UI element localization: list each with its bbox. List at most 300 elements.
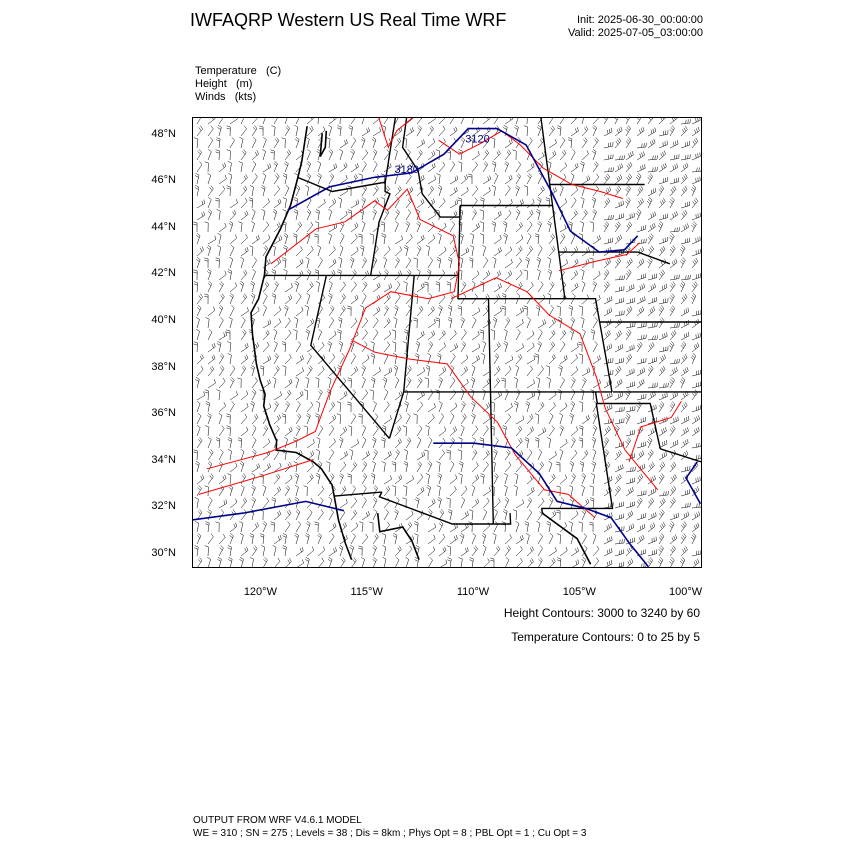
wind-barb	[205, 390, 209, 400]
wind-barb	[307, 209, 311, 220]
wind-barb	[604, 238, 613, 244]
wind-barb	[626, 406, 635, 412]
height-contour-label: 3180	[394, 163, 419, 176]
wind-barb	[241, 355, 248, 364]
wind-barb	[580, 461, 584, 472]
height-contours	[193, 129, 700, 567]
wind-barb	[559, 413, 562, 424]
wind-barb	[294, 330, 298, 341]
wind-barb	[237, 378, 241, 388]
field-name: Winds	[195, 91, 226, 103]
wind-barb	[514, 125, 518, 136]
wind-barb	[505, 450, 510, 460]
wind-barb	[648, 234, 653, 244]
wind-barb	[263, 379, 271, 388]
wind-barb	[571, 367, 578, 377]
wind-barb	[670, 367, 677, 376]
wind-barb	[329, 199, 336, 208]
temperature-contour	[451, 278, 658, 490]
wind-barb	[471, 377, 475, 388]
wind-barb	[428, 403, 436, 412]
wind-barb	[637, 225, 646, 232]
wind-barb	[505, 366, 511, 376]
wind-barb	[670, 474, 677, 484]
wind-barb	[692, 559, 699, 568]
wind-barb	[329, 331, 336, 340]
wind-barb	[560, 247, 567, 256]
wind-barb	[692, 550, 701, 556]
wind-barb	[626, 306, 632, 316]
wind-barb	[648, 173, 653, 184]
wind-barb	[263, 222, 269, 232]
wind-barb	[241, 365, 246, 376]
wind-barb	[494, 521, 498, 532]
wind-barb	[482, 341, 485, 352]
wind-barb	[659, 498, 665, 508]
wind-barb	[648, 128, 656, 136]
wind-barb	[538, 186, 544, 196]
wind-barb	[295, 281, 299, 292]
wind-barb	[468, 174, 472, 184]
wind-barb	[536, 209, 540, 220]
wind-barb	[604, 142, 613, 148]
wind-barb	[582, 473, 586, 484]
wind-barb	[196, 317, 199, 328]
wind-barb	[626, 213, 634, 220]
wind-barb	[505, 199, 512, 208]
wind-barb	[461, 317, 465, 328]
wind-barb	[582, 499, 589, 508]
wind-barb	[351, 118, 356, 124]
wind-barb	[615, 418, 624, 424]
wind-barb	[538, 557, 542, 568]
wind-barb	[351, 282, 357, 292]
wind-barb	[304, 426, 308, 436]
wind-barb	[604, 392, 612, 400]
wind-barb	[505, 247, 512, 257]
wind-barb	[571, 437, 576, 448]
wind-barb	[593, 546, 599, 556]
wind-barb	[285, 379, 292, 388]
wind-barb	[428, 126, 434, 136]
wind-barb	[615, 311, 624, 316]
wind-barb	[328, 377, 332, 388]
wind-barb	[428, 523, 436, 532]
wind-barb	[428, 499, 435, 508]
wind-barb	[274, 535, 281, 544]
wind-barb	[285, 318, 291, 328]
wind-barb	[274, 174, 279, 185]
wind-barb	[307, 246, 313, 256]
wind-barb	[318, 547, 325, 557]
field-unit: (C)	[265, 65, 282, 77]
wind-barb	[461, 486, 467, 496]
wind-barb	[505, 175, 512, 184]
wind-barb	[472, 281, 475, 292]
wind-barb	[604, 330, 611, 340]
wind-barb	[306, 377, 310, 388]
wind-barb	[648, 537, 656, 544]
wind-barb	[219, 402, 226, 412]
wind-barb	[670, 154, 679, 160]
wind-barb	[648, 212, 656, 221]
wind-barb	[296, 521, 301, 532]
wind-barb	[648, 342, 654, 352]
wind-barb	[271, 150, 275, 160]
wind-barb	[670, 246, 675, 257]
wind-barb	[348, 378, 352, 388]
wind-barb	[362, 425, 366, 436]
wind-barb	[340, 294, 346, 304]
wind-barb	[524, 186, 528, 196]
wind-barb	[494, 473, 498, 484]
wind-barb	[217, 341, 221, 352]
wind-barb	[208, 534, 213, 544]
wind-barb	[263, 356, 271, 365]
wind-barb	[438, 473, 442, 484]
wind-barb	[681, 332, 689, 340]
lat-tick-label: 34°N	[151, 453, 176, 466]
wind-barb	[569, 485, 573, 496]
wind-barb	[505, 150, 511, 160]
wind-barb	[274, 558, 280, 568]
wind-barb	[263, 485, 266, 496]
wind-barb	[241, 473, 246, 484]
lat-tick-label: 48°N	[151, 127, 176, 140]
wind-barb	[670, 546, 676, 556]
wind-barb	[615, 213, 624, 220]
wind-barb	[417, 461, 422, 472]
wind-barb	[459, 558, 463, 569]
wind-barb	[504, 341, 508, 352]
wind-barb	[392, 462, 396, 473]
wind-barb	[681, 210, 687, 220]
wind-barb	[571, 560, 579, 568]
wind-barb	[197, 438, 202, 449]
wind-barb	[525, 521, 529, 532]
wind-barb	[403, 486, 407, 496]
wind-barb	[241, 247, 248, 256]
wind-barb	[590, 222, 594, 232]
wind-barb	[230, 499, 237, 508]
wind-barb	[326, 462, 330, 472]
wind-barb	[241, 294, 247, 304]
wind-barb	[560, 547, 567, 556]
wind-barb	[557, 126, 561, 136]
wind-barb	[615, 502, 624, 508]
wind-barb	[272, 246, 276, 257]
wind-barb	[461, 497, 465, 508]
wind-barb	[494, 342, 500, 352]
wind-barb	[329, 125, 332, 136]
wind-barb	[295, 473, 299, 484]
wind-barb	[230, 283, 237, 293]
wind-barb	[604, 128, 612, 136]
lat-tick-label: 42°N	[151, 267, 176, 280]
wind-barb	[648, 488, 656, 496]
wind-barb	[216, 150, 220, 160]
wind-barb	[384, 246, 390, 256]
wind-barb	[669, 521, 674, 532]
wind-barb	[535, 354, 539, 364]
wind-barb	[362, 437, 366, 448]
field-height	[195, 78, 252, 90]
wind-barb	[483, 150, 489, 160]
wind-barb	[582, 176, 590, 185]
wind-barb	[204, 294, 208, 304]
wind-barb	[251, 485, 255, 496]
wind-barb	[692, 282, 697, 292]
wind-barb	[681, 416, 689, 424]
wind-barb	[406, 221, 410, 232]
wind-barb	[197, 392, 205, 401]
wind-barb	[615, 379, 622, 388]
wind-barb	[197, 413, 201, 424]
wind-barb	[527, 546, 534, 556]
wind-barb	[503, 233, 507, 244]
wind-barb	[615, 539, 625, 544]
wind-barb	[307, 353, 312, 364]
wind-barb	[626, 382, 635, 388]
wind-barb	[480, 438, 484, 448]
wind-barb	[648, 335, 658, 340]
wind-barb	[362, 451, 369, 460]
wind-barb	[404, 329, 408, 340]
wind-barb	[306, 137, 309, 148]
wind-barb	[505, 546, 511, 556]
wind-barb	[252, 546, 257, 556]
wind-barb	[219, 449, 223, 460]
wind-barb	[492, 185, 496, 196]
wind-barb	[414, 258, 418, 268]
wind-barb	[648, 450, 653, 460]
wind-barb	[579, 402, 583, 413]
wind-barb	[428, 257, 433, 268]
wind-barb	[681, 490, 690, 497]
wind-barb	[307, 510, 312, 521]
wind-barb	[415, 353, 419, 364]
wind-barb	[527, 282, 533, 292]
wind-barb	[241, 257, 244, 268]
wind-barb	[670, 178, 679, 184]
wind-barb	[692, 177, 700, 185]
wind-barb	[384, 402, 389, 412]
wind-barb	[218, 233, 222, 244]
wind-barb	[427, 269, 431, 280]
wind-barb	[570, 461, 574, 472]
wind-barb	[395, 449, 400, 460]
wind-barb	[560, 150, 566, 160]
wind-barb	[593, 125, 597, 136]
wind-barb	[461, 187, 468, 196]
wind-barb	[208, 366, 214, 376]
wind-barb	[263, 293, 267, 304]
wind-barb	[590, 390, 594, 400]
wind-barb	[241, 343, 248, 352]
wind-barb	[680, 257, 685, 268]
wind-barb	[615, 392, 623, 400]
wind-barb	[230, 235, 237, 245]
wind-barb	[241, 330, 246, 340]
wind-barb	[197, 294, 203, 304]
wind-barb	[516, 173, 521, 184]
wind-barb	[274, 161, 278, 172]
wind-barb	[208, 173, 211, 184]
wind-barb	[417, 150, 422, 160]
wind-barb	[406, 438, 411, 449]
wind-barb	[538, 462, 544, 472]
wind-barb	[316, 449, 320, 460]
wind-barb	[691, 185, 696, 196]
wind-barb	[461, 248, 469, 257]
wind-barb	[516, 426, 522, 436]
wind-barb	[262, 149, 265, 160]
wind-barb	[373, 534, 378, 544]
wind-barb	[417, 378, 422, 388]
wind-barb	[491, 330, 495, 340]
wind-barb	[207, 269, 211, 280]
wind-barb	[648, 512, 656, 520]
wind-barb	[637, 259, 644, 268]
wind-barb	[230, 257, 233, 268]
wind-barb	[195, 185, 199, 196]
wind-barb	[284, 161, 288, 172]
wind-barb	[241, 403, 248, 412]
wind-barb	[659, 150, 666, 160]
wind-barb	[560, 403, 567, 412]
wind-barb	[547, 377, 551, 388]
wind-barb	[282, 414, 286, 424]
wind-barb	[659, 474, 664, 484]
wind-barb	[659, 452, 667, 461]
wind-barb	[648, 307, 655, 317]
wind-barb	[406, 127, 414, 136]
state-boundary	[389, 275, 414, 438]
wind-barb	[219, 366, 224, 377]
wind-barb	[670, 426, 675, 436]
wind-barb	[482, 389, 485, 400]
wind-barb	[571, 427, 578, 437]
wind-barb	[626, 559, 633, 568]
wind-barb	[293, 438, 297, 449]
wind-barb	[296, 559, 304, 568]
wind-barb	[340, 499, 347, 508]
wind-barb	[217, 557, 221, 568]
wind-barb	[384, 389, 388, 400]
wind-barb	[659, 522, 665, 532]
wind-barb	[536, 305, 540, 316]
wind-barb	[285, 558, 291, 568]
wind-barb	[494, 247, 502, 256]
wind-barb	[329, 306, 334, 317]
wind-barb	[274, 511, 281, 520]
wind-barb	[428, 414, 434, 424]
wind-barb	[373, 545, 377, 556]
wind-barb	[549, 533, 553, 544]
wind-barb	[691, 533, 696, 544]
wind-barb	[691, 293, 696, 304]
wind-barb	[504, 485, 507, 496]
wind-barb	[371, 377, 375, 388]
wind-barb	[648, 257, 653, 268]
wind-barb	[692, 477, 700, 484]
wind-barb	[505, 462, 511, 472]
map-canvas	[193, 118, 702, 568]
wind-barb	[361, 118, 365, 124]
wind-barb	[548, 269, 552, 280]
lon-tick-label: 105°W	[562, 586, 596, 598]
wind-barb	[450, 354, 455, 364]
wind-barb	[296, 185, 300, 196]
wind-barb	[205, 522, 209, 533]
wind-barb	[241, 307, 249, 316]
wind-barb	[681, 308, 689, 316]
wind-barb	[373, 509, 377, 520]
wind-barb	[219, 413, 222, 424]
wind-barb	[516, 246, 522, 256]
wind-barb	[516, 438, 522, 448]
wind-barb	[329, 438, 336, 448]
wind-barb	[556, 462, 560, 472]
wind-barb	[318, 366, 324, 376]
wind-barb	[296, 294, 301, 305]
wind-barb	[413, 318, 417, 328]
wind-barb	[472, 331, 479, 340]
wind-barb	[439, 342, 446, 352]
wind-barb	[406, 413, 410, 424]
wind-barb	[571, 450, 577, 460]
wind-barb	[538, 427, 546, 436]
wind-barb	[615, 366, 621, 376]
wind-barb	[483, 498, 489, 508]
wind-barb	[472, 475, 479, 485]
lon-tick-label: 120°W	[243, 586, 277, 598]
wind-barb	[648, 550, 657, 556]
wind-barb	[626, 438, 631, 449]
wind-barb	[338, 197, 342, 208]
wind-barb	[670, 227, 680, 232]
wind-barb	[538, 329, 542, 340]
wind-barb	[406, 234, 412, 244]
wind-barb	[582, 450, 588, 460]
height-contour	[686, 462, 700, 504]
wind-barb	[372, 437, 376, 448]
wind-barb	[535, 234, 539, 244]
wind-barb	[362, 330, 368, 340]
wind-barb	[208, 437, 211, 448]
wind-barb	[263, 320, 271, 328]
wind-barb	[230, 137, 235, 148]
wind-barb	[637, 335, 646, 341]
wind-barb	[294, 209, 298, 220]
wind-barb	[228, 437, 232, 448]
wind-barb	[197, 162, 202, 173]
wind-barb	[538, 151, 546, 160]
wind-barb	[615, 344, 623, 352]
wind-barb	[560, 449, 563, 460]
wind-barb	[692, 319, 699, 328]
wind-barb	[494, 366, 500, 376]
wind-barb	[637, 498, 642, 508]
wind-barb	[219, 163, 226, 172]
wind-barb	[659, 130, 668, 136]
wind-barb	[272, 126, 276, 137]
wind-barb	[447, 450, 451, 460]
wind-barb	[362, 461, 367, 472]
wind-barb	[395, 557, 399, 568]
wind-barb	[527, 331, 534, 340]
wind-barb	[230, 401, 234, 412]
